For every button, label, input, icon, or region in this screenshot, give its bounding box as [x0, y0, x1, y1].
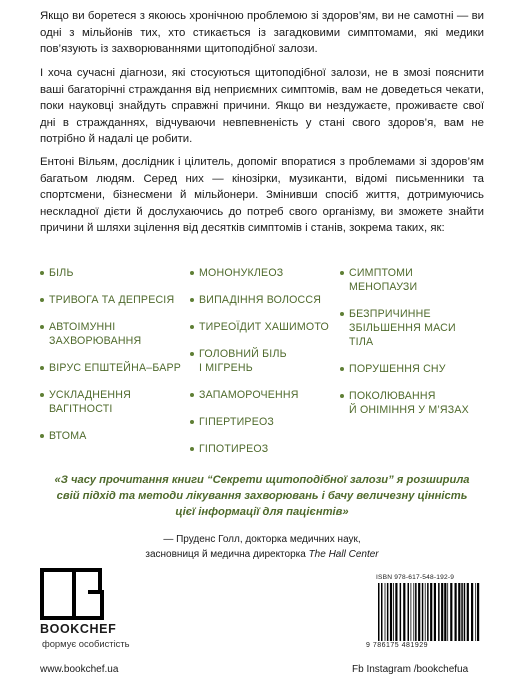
symptom-label: УСКЛАДНЕННЯ	[49, 389, 131, 401]
testimonial-attribution	[80, 532, 444, 562]
publisher-slogan: формує особистість	[42, 638, 130, 649]
barcode-bar	[385, 583, 386, 641]
barcode-icon	[374, 583, 484, 643]
attribution-line-1: — Пруденс Голл, докторка медичних наук,	[163, 534, 361, 545]
bullet-icon	[190, 352, 194, 356]
publisher-website-link[interactable]: www.bookchef.ua	[40, 664, 119, 675]
symptom-label: ЗАХВОРЮВАННЯ	[49, 335, 142, 347]
bullet-icon	[190, 325, 194, 329]
symptom-label: ВИПАДІННЯ ВОЛОССЯ	[199, 294, 322, 306]
symptom-item	[340, 389, 490, 417]
bullet-icon	[340, 312, 344, 316]
publisher-name: BOOKCHEF	[40, 622, 117, 636]
symptom-item	[190, 347, 340, 375]
barcode-bar	[427, 583, 429, 641]
symptom-label: ВАГІТНОСТІ	[49, 403, 113, 415]
publisher-social-handle[interactable]: Fb Instagram /bookchefua	[352, 664, 469, 675]
barcode-bar	[430, 583, 432, 641]
symptom-item	[190, 415, 340, 429]
bullet-icon	[190, 393, 194, 397]
barcode-bar	[413, 583, 414, 641]
symptom-column-2	[190, 266, 340, 456]
symptom-item	[340, 362, 490, 376]
symptom-item	[40, 320, 190, 348]
bullet-icon	[190, 271, 194, 275]
barcode-bar	[434, 583, 436, 641]
barcode-bar	[467, 583, 469, 641]
symptom-label: ГОЛОВНИЙ БІЛЬ	[199, 348, 287, 360]
barcode-bar	[415, 583, 417, 641]
bullet-icon	[190, 447, 194, 451]
symptom-label: І МІГРЕНЬ	[199, 362, 253, 374]
barcode-bar	[471, 583, 473, 641]
bullet-icon	[40, 393, 44, 397]
barcode-bar	[464, 583, 466, 641]
symptom-label: ГІПОТИРЕОЗ	[199, 443, 269, 455]
symptom-column-3	[340, 266, 490, 417]
symptom-label: ТРИВОГА ТА ДЕПРЕСІЯ	[49, 294, 175, 306]
barcode-digits: 9 786175 481929	[366, 642, 428, 649]
barcode-bar	[418, 583, 420, 641]
symptom-item	[340, 266, 490, 294]
barcode-bar	[400, 583, 402, 641]
symptom-label: ПОКОЛЮВАННЯ	[349, 390, 436, 402]
symptom-label: МОНОНУКЛЕОЗ	[199, 267, 284, 279]
bullet-icon	[340, 394, 344, 398]
symptom-item	[40, 388, 190, 416]
symptom-item	[340, 307, 490, 349]
bullet-icon	[40, 366, 44, 370]
barcode-bar	[403, 583, 405, 641]
barcode-bar	[395, 583, 397, 641]
barcode-bar	[461, 583, 463, 641]
symptom-item	[40, 293, 190, 307]
bullet-icon	[340, 271, 344, 275]
barcode-bar	[450, 583, 452, 641]
barcode-bar	[477, 583, 479, 641]
bullet-icon	[40, 325, 44, 329]
symptom-item	[190, 293, 340, 307]
symptom-label: ТИРЕОЇДИТ ХАШИМОТО	[199, 321, 329, 333]
attribution-organization: The Hall Center	[308, 549, 379, 560]
bullet-icon	[190, 420, 194, 424]
symptom-label: АВТОІМУННІ	[49, 321, 116, 333]
barcode-bar	[378, 583, 380, 641]
symptom-list	[40, 266, 500, 456]
attribution-line-2: засновниця й медична директорка	[145, 549, 309, 560]
symptom-label: ВТОМА	[49, 430, 87, 442]
bullet-icon	[340, 367, 344, 371]
symptom-label: ЗАПАМОРОЧЕННЯ	[199, 389, 299, 401]
barcode-bar	[393, 583, 394, 641]
barcode-bar	[381, 583, 383, 641]
author-paragraph: Ентоні Вільям, дослідник і цілитель, допоміг впоратися з проблемами зі здоров’ям багатьом людям. Серед них — кінозірки, музиканти, відомі письменники та спортсмени, бізнесмени й мільйонери. Змінивши спосіб життя, дотримуючись нескладної дієти й дослухаючись до потреб свого організму, ви зможете знайти причини й шляхи зцілення від десятків симптомів і станів, зокрема таких, як:	[40, 156, 484, 235]
symptom-item	[190, 442, 340, 456]
symptom-label: ЗБІЛЬШЕННЯ МАСИ	[349, 322, 456, 334]
symptom-label: СИМПТОМИ	[349, 267, 413, 279]
barcode-bar	[458, 583, 460, 641]
symptom-label: ТІЛА	[349, 336, 374, 348]
bullet-icon	[190, 298, 194, 302]
bullet-icon	[40, 434, 44, 438]
symptom-item	[40, 266, 190, 280]
barcode-bar	[387, 583, 389, 641]
symptom-label: ВІРУС ЕПШТЕЙНА–БАРР	[49, 362, 182, 374]
bullet-icon	[40, 298, 44, 302]
symptom-label: БІЛЬ	[49, 267, 74, 279]
barcode-bar	[455, 583, 457, 641]
testimonial-quote: «З часу прочитання книги “Секрети щитоподібної залози” я розширила свій підхід та методи лікування захворювань і бачу величезну цінність цієї інформації для пацієнтів»	[54, 474, 470, 518]
symptom-column-1	[40, 266, 190, 443]
symptom-item	[190, 388, 340, 402]
barcode-bar	[447, 583, 448, 641]
symptom-label: ГІПЕРТИРЕОЗ	[199, 416, 275, 428]
barcode-bar	[444, 583, 446, 641]
symptom-label: БЕЗПРИЧИННЕ	[349, 308, 431, 320]
symptom-item	[40, 361, 190, 375]
barcode-bar	[422, 583, 424, 641]
symptom-item	[40, 429, 190, 443]
barcode-bar	[390, 583, 392, 641]
symptom-item	[190, 320, 340, 334]
bullet-icon	[40, 271, 44, 275]
symptom-item	[190, 266, 340, 280]
symptom-label: МЕНОПАУЗИ	[349, 281, 418, 293]
barcode-bar	[475, 583, 476, 641]
barcode-bar	[425, 583, 426, 641]
barcode-bar	[411, 583, 412, 641]
symptom-label: ПОРУШЕННЯ СНУ	[349, 363, 446, 375]
diagnosis-paragraph: І хоча сучасні діагнози, які стосуються щитоподібної залози, не в змозі пояснити ваші багаторічні страждання від неприємних симптомів, вам не доведеться чекати, поки науковці знайдуть справжні причини. Якщо ви нездужаєте, проживаєте свої дні в стражданнях, відчуваючи невпевненість у стані свого здоров’я, вам не потрібно й надалі це робити.	[40, 67, 484, 146]
isbn-label: ISBN 978-617-548-192-9	[376, 574, 455, 581]
barcode-bar	[438, 583, 440, 641]
barcode-bar	[408, 583, 410, 641]
barcode-bar	[441, 583, 443, 641]
symptom-label: Й ОНІМІННЯ У М’ЯЗАХ	[349, 404, 469, 416]
intro-paragraph: Якщо ви боретеся з якоюсь хронічною проблемою зі здоров’ям, ви не самотні — ви одні з мільйонів тих, хто стикається із загадковими симптомами, які медики пов’язують із захворюваннями щитоподібної залози.	[40, 10, 484, 56]
